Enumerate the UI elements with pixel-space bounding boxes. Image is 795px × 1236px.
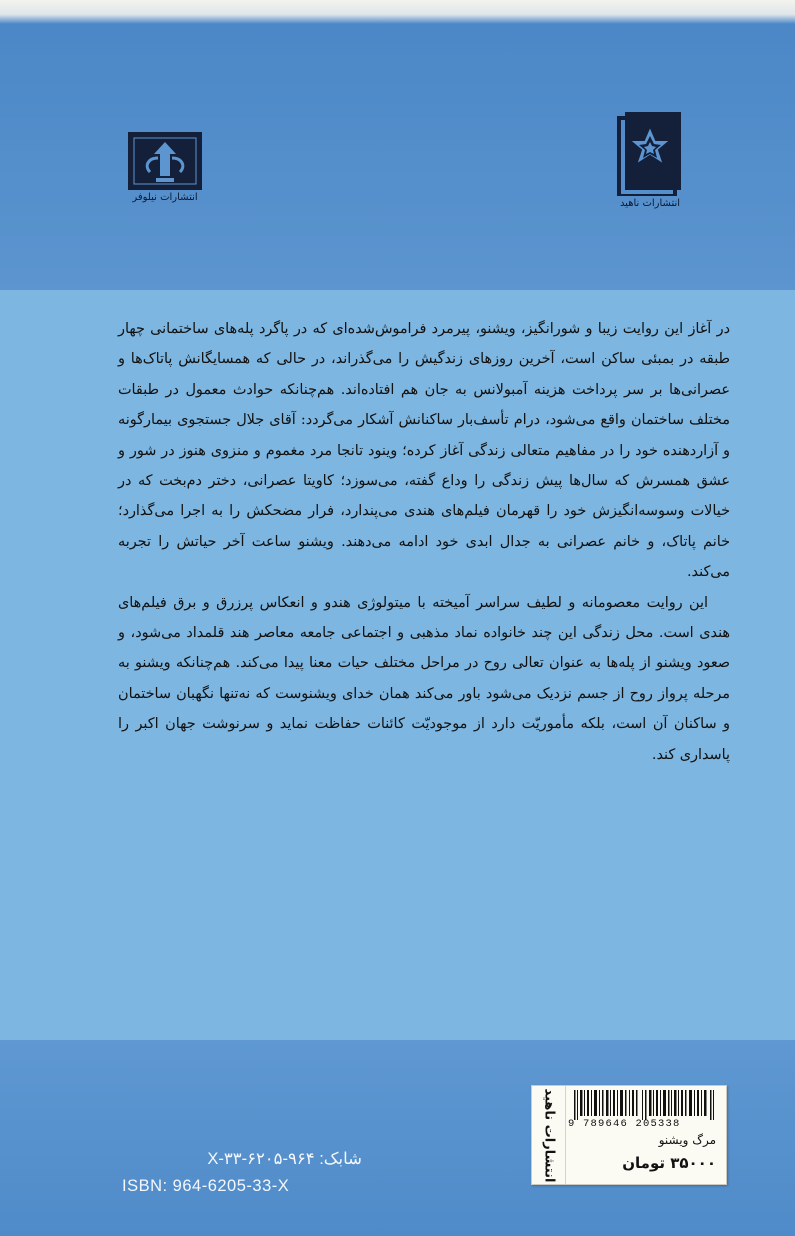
back-cover-blurb bbox=[118, 314, 730, 770]
price-sticker bbox=[531, 1085, 727, 1185]
nilufar-logo bbox=[120, 132, 210, 203]
sticker-store-name: انتشارات ناهید bbox=[541, 1088, 557, 1182]
cover-top-edge bbox=[0, 0, 795, 24]
isbn-block bbox=[122, 1146, 362, 1200]
nilufar-logo-icon bbox=[128, 132, 202, 190]
sticker-store-strip bbox=[532, 1086, 566, 1184]
isbn-latin: ISBN: 964-6205-33-X bbox=[122, 1177, 290, 1195]
sticker-book-title: مرگ ویشنو bbox=[658, 1133, 716, 1147]
nahid-star-logo-icon bbox=[611, 110, 689, 196]
nahid-logo bbox=[600, 110, 700, 209]
nilufar-logo-caption: انتشارات نیلوفر bbox=[132, 192, 198, 203]
blurb-paragraph-1: در آغاز این روایت زیبا و شورانگیز، ویشنو، پیرمرد فراموش‌شده‌ای که در پاگرد پله‌های ساختمانی چهار طبقه در بمبئی ساکن است، آخرین روزهای زندگیش را می‌گذراند، در حالی که همسایگانش پاتاک‌ها و عصرانی‌ها بر سر پرداخت هزینه آمبولانس به جان هم افتاده‌اند. هم‌چنانکه حوادث معمول در طبقات مختلف ساختمان واقع می‌شود، درام تأسف‌بار ساکنانش آشکار می‌گردد: آقای جلال جستجوی بیمارگونه و آزاردهنده خود را در مفاهیم متعالی زندگی آغاز کرده؛ وینود تانجا مرد مغموم و منزوی هنوز در شور و عشق همسرش که سال‌ها پیش زندگی را وداع گفته، می‌سوزد؛ کاویتا عصرانی، دختر دم‌بخت که در خیالات وسوسه‌انگیزش خود را قهرمان فیلم‌های هندی می‌پندارد، فرار مضحکش را به اجرا می‌گذارد؛ خانم پاتاک، و خانم عصرانی به جدال ابدی خود ادامه می‌دهند. ویشنو ساعت آخر حیاتش را تجربه می‌کند. bbox=[118, 321, 730, 581]
barcode-number: 9 789646 205338 bbox=[568, 1118, 681, 1130]
barcode-icon bbox=[572, 1090, 722, 1120]
blurb-paragraph-2: این روایت معصومانه و لطیف سراسر آمیخته با میتولوژی هندو و انعکاس پرزرق و برق فیلم‌های هندی است. محل زندگی این چند خانواده نماد مذهبی و اجتماعی جامعه معاصر هند قلمداد می‌شود، و صعود ویشنو از پله‌ها به عنوان تعالی روح در مراحل مختلف حیات معنا پیدا می‌کند. هم‌چنانکه ویشنو به مرحله پرواز روح از جسم نزدیک می‌شود باور می‌کند همان خدای ویشنوست که نه‌تنها نگهبان ساختمان و ساکنان آن است، بلکه مأموریّت دارد از موجودیّت کائنات حفاظت نماید و سرنوشت جهان اکبر را پاسداری کند. bbox=[118, 594, 730, 763]
nahid-logo-caption: انتشارات ناهید bbox=[619, 198, 681, 209]
isbn-persian: شابک: X-۳۳-۶۲۰۵-۹۶۴ bbox=[207, 1150, 362, 1168]
sticker-price: ۳۵۰۰۰ تومان bbox=[622, 1154, 716, 1172]
